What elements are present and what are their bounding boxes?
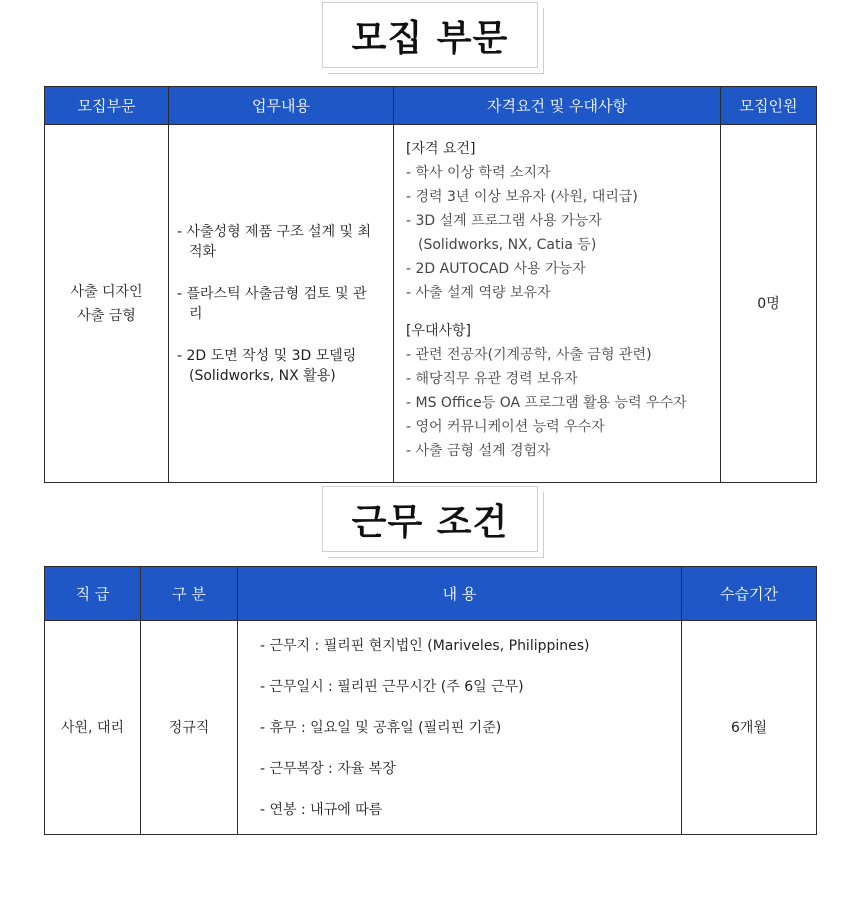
condition-item: - 근무지 : 필리핀 현지법인 (Mariveles, Philippines) <box>260 637 590 654</box>
qualification-item: - 사출 설계 역량 보유자 <box>406 285 551 301</box>
recruitment-row <box>45 125 817 483</box>
duty-item: - 사출성형 제품 구조 설계 및 최적화 <box>177 223 372 260</box>
header-content: 내 용 <box>238 567 682 621</box>
header-type: 구 분 <box>141 567 238 621</box>
recruitment-title-wrap <box>0 2 860 68</box>
qualifications-list <box>406 161 712 305</box>
conditions-header-row <box>45 567 817 621</box>
conditions-table <box>44 566 817 835</box>
spacer <box>406 305 712 319</box>
header-division: 모집부문 <box>45 87 169 125</box>
duty-item: - 2D 도면 작성 및 3D 모델링 (Solidworks, NX 활용) <box>177 347 357 384</box>
conditions-row <box>45 621 817 835</box>
conditions-list <box>238 624 681 832</box>
preferred-list <box>406 343 712 463</box>
division-line-2: 사출 금형 <box>77 307 136 324</box>
qualification-item: - 2D AUTOCAD 사용 가능자 <box>406 261 586 277</box>
header-headcount: 모집인원 <box>721 87 817 125</box>
conditions-cell <box>238 621 682 835</box>
recruitment-header-row <box>45 87 817 125</box>
recruitment-section-title: 모집 부문 <box>322 2 538 68</box>
preferred-item: - 사출 금형 설계 경험자 <box>406 443 551 459</box>
type-cell: 정규직 <box>141 621 238 835</box>
preferred-item: - MS Office등 OA 프로그램 활용 능력 우수자 <box>406 395 687 411</box>
division-cell <box>45 125 169 483</box>
conditions-title-wrap <box>0 486 860 552</box>
duties-list <box>169 222 393 386</box>
recruitment-table <box>44 86 817 483</box>
header-qualifications: 자격요건 및 우대사항 <box>394 87 721 125</box>
qualifications-cell <box>394 125 721 483</box>
headcount-cell: 0명 <box>721 125 817 483</box>
probation-cell: 6개월 <box>682 621 817 835</box>
preferred-heading: [우대사항] <box>406 323 472 339</box>
condition-item: - 근무복장 : 자율 복장 <box>260 760 396 777</box>
rank-cell: 사원, 대리 <box>45 621 141 835</box>
header-probation: 수습기간 <box>682 567 817 621</box>
qualification-item: - 경력 3년 이상 보유자 (사원, 대리급) <box>406 189 638 205</box>
qualification-item: - 3D 설계 프로그램 사용 가능자 <box>406 213 602 229</box>
preferred-item: - 관련 전공자(기계공학, 사출 금형 관련) <box>406 347 652 363</box>
qualification-item: - 학사 이상 학력 소지자 <box>406 165 551 181</box>
condition-item: - 근무일시 : 필리핀 근무시간 (주 6일 근무) <box>260 678 524 695</box>
conditions-section-title: 근무 조건 <box>322 486 538 552</box>
condition-item: - 연봉 : 내규에 따름 <box>260 801 383 818</box>
qualification-item: (Solidworks, NX, Catia 등) <box>418 237 597 253</box>
condition-item: - 휴무 : 일요일 및 공휴일 (필리핀 기준) <box>260 719 502 736</box>
division-line-1: 사출 디자인 <box>70 283 143 300</box>
duties-cell <box>169 125 394 483</box>
header-duties: 업무내용 <box>169 87 394 125</box>
preferred-item: - 해당직무 유관 경력 보유자 <box>406 371 578 387</box>
header-rank: 직 급 <box>45 567 141 621</box>
qualifications-heading: [자격 요건] <box>406 141 476 157</box>
duty-item: - 플라스틱 사출금형 검토 및 관리 <box>177 285 367 322</box>
preferred-item: - 영어 커뮤니케이션 능력 우수자 <box>406 419 605 435</box>
